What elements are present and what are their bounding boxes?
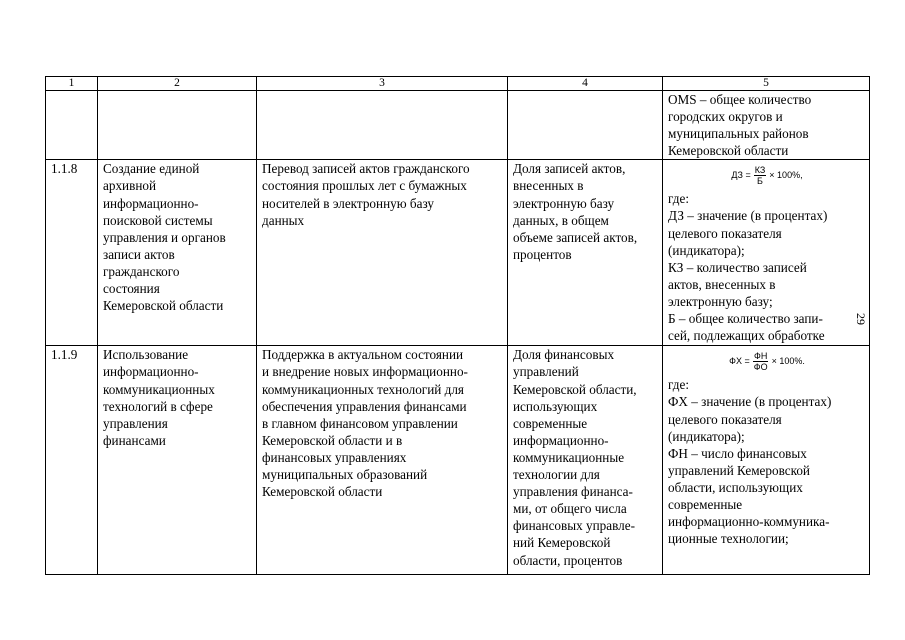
text-line: финансовых управле-: [513, 518, 635, 534]
text-line: Доля финансовых: [513, 347, 615, 363]
text-line: актов, внесенных в: [668, 276, 776, 292]
text-line: технологии для: [513, 467, 600, 483]
measure-name-cell: [98, 160, 257, 346]
text-line: информационно-: [103, 195, 199, 211]
text-line: электронную базу;: [668, 293, 773, 309]
text-line: сей, подлежащих обработке: [668, 328, 825, 344]
text-line: городских округов и: [668, 109, 783, 125]
text-line: состояния прошлых лет с бумажных: [262, 178, 467, 194]
column-number: 2: [98, 77, 257, 91]
column-number-row: [46, 77, 870, 91]
text-line: где:: [668, 377, 689, 393]
text-line: (индикатора);: [668, 428, 745, 444]
formula-numerator: ФН: [753, 350, 768, 361]
text-line: современные: [668, 497, 743, 513]
text-line: КЗ – количество записей: [668, 259, 807, 275]
text-line: управления: [103, 415, 168, 431]
text-line: гражданского: [103, 263, 180, 279]
column-number: 3: [257, 77, 508, 91]
text-line: управления финанса-: [513, 484, 633, 500]
text-line: информационно-: [513, 432, 609, 448]
text-line: обеспечения управления финансами: [262, 398, 467, 414]
item-number-cell: [46, 91, 98, 160]
text-line: ФХ – значение (в процентах): [668, 394, 832, 410]
text-line: ний Кемеровской: [513, 535, 611, 551]
text-line: носителей в электронную базу: [262, 195, 434, 211]
formula-denominator: Б: [757, 175, 763, 186]
text-line: внесенных в: [513, 178, 584, 194]
indicator-cell: [508, 91, 663, 160]
formula-tail: × 100%,: [769, 170, 803, 181]
formula-tail: × 100%.: [771, 356, 805, 367]
text-line: муниципальных образований: [262, 467, 428, 483]
text-line: и внедрение новых информационно-: [262, 364, 468, 380]
item-number-cell: 1.1.9: [46, 346, 98, 575]
text-line: коммуникационных: [103, 381, 215, 397]
table-row: [46, 346, 870, 575]
formula-fraction: [753, 351, 769, 372]
text-line: Кемеровской области: [103, 298, 224, 314]
text-line: ционные технологии;: [668, 531, 789, 547]
text-line: ми, от общего числа: [513, 501, 627, 517]
text-line: управлений: [513, 364, 579, 380]
action-cell: [257, 91, 508, 160]
text-line: целевого показателя: [668, 411, 782, 427]
text-line: коммуникационные: [513, 449, 625, 465]
text-line: технологий в сфере: [103, 398, 213, 414]
text-line: процентов: [513, 246, 572, 262]
text-line: современные: [513, 415, 588, 431]
text-line: ФН – число финансовых: [668, 445, 807, 461]
formula-denominator: ФО: [753, 361, 768, 372]
text-line: использующих: [513, 398, 598, 414]
text-line: (индикатора);: [668, 242, 745, 258]
text-line: данных: [262, 212, 305, 228]
text-line: в главном финансовом управлении: [262, 415, 458, 431]
text-line: муниципальных районов: [668, 126, 809, 142]
action-cell: [257, 160, 508, 346]
text-line: OMS – общее количество: [668, 92, 812, 107]
column-number: 5: [663, 77, 870, 91]
calculation-method-cell: [663, 346, 870, 575]
text-line: целевого показателя: [668, 225, 782, 241]
text-line: управлений Кемеровской: [668, 462, 810, 478]
text-line: данных, в общем: [513, 212, 609, 228]
text-line: Поддержка в актуальном состоянии: [262, 347, 464, 363]
item-number-cell: 1.1.8: [46, 160, 98, 346]
text-line: Создание единой: [103, 161, 200, 177]
text-line: архивной: [103, 178, 157, 194]
text-line: информационно-коммуника-: [668, 514, 830, 530]
indicator-cell: [508, 160, 663, 346]
text-line: Перевод записей актов гражданского: [262, 161, 470, 177]
text-line: где:: [668, 191, 689, 207]
text-line: поисковой системы: [103, 212, 213, 228]
text-line: Кемеровской области и в: [262, 432, 403, 448]
text-line: коммуникационных технологий для: [262, 381, 464, 397]
formula: [668, 346, 866, 376]
page-number: 29: [854, 313, 868, 325]
text-line: Б – общее количество запи-: [668, 311, 823, 327]
calculation-method-cell: [663, 91, 870, 160]
text-line: информационно-: [103, 364, 199, 380]
column-number: 1: [46, 77, 98, 91]
program-table: [45, 76, 870, 575]
text-line: Использование: [103, 347, 189, 363]
measure-name-cell: [98, 91, 257, 160]
text-line: области, процентов: [513, 552, 623, 568]
text-line: Кемеровской области: [262, 484, 383, 500]
text-line: области, использующих: [668, 479, 803, 495]
text-line: состояния: [103, 281, 160, 297]
text-line: финансами: [103, 432, 166, 448]
measure-name-cell: [98, 346, 257, 575]
text-line: Доля записей актов,: [513, 161, 626, 177]
table-row: [46, 91, 870, 160]
action-cell: [257, 346, 508, 575]
table-row: [46, 160, 870, 346]
calculation-method-cell: [663, 160, 870, 346]
text-line: Кемеровской области,: [513, 381, 637, 397]
text-line: управления и органов: [103, 229, 226, 245]
formula-numerator: КЗ: [754, 164, 766, 175]
formula-lhs: ДЗ =: [731, 170, 751, 181]
text-line: записи актов: [103, 246, 175, 262]
text-line: ДЗ – значение (в процентах): [668, 208, 828, 224]
formula-fraction: [754, 165, 767, 186]
text-line: электронную базу: [513, 195, 615, 211]
column-number: 4: [508, 77, 663, 91]
text-line: Кемеровской области: [668, 143, 789, 159]
text-line: объеме записей актов,: [513, 229, 638, 245]
indicator-cell: [508, 346, 663, 575]
formula: [668, 160, 866, 190]
formula-lhs: ФХ =: [729, 356, 750, 367]
text-line: финансовых управлениях: [262, 449, 407, 465]
